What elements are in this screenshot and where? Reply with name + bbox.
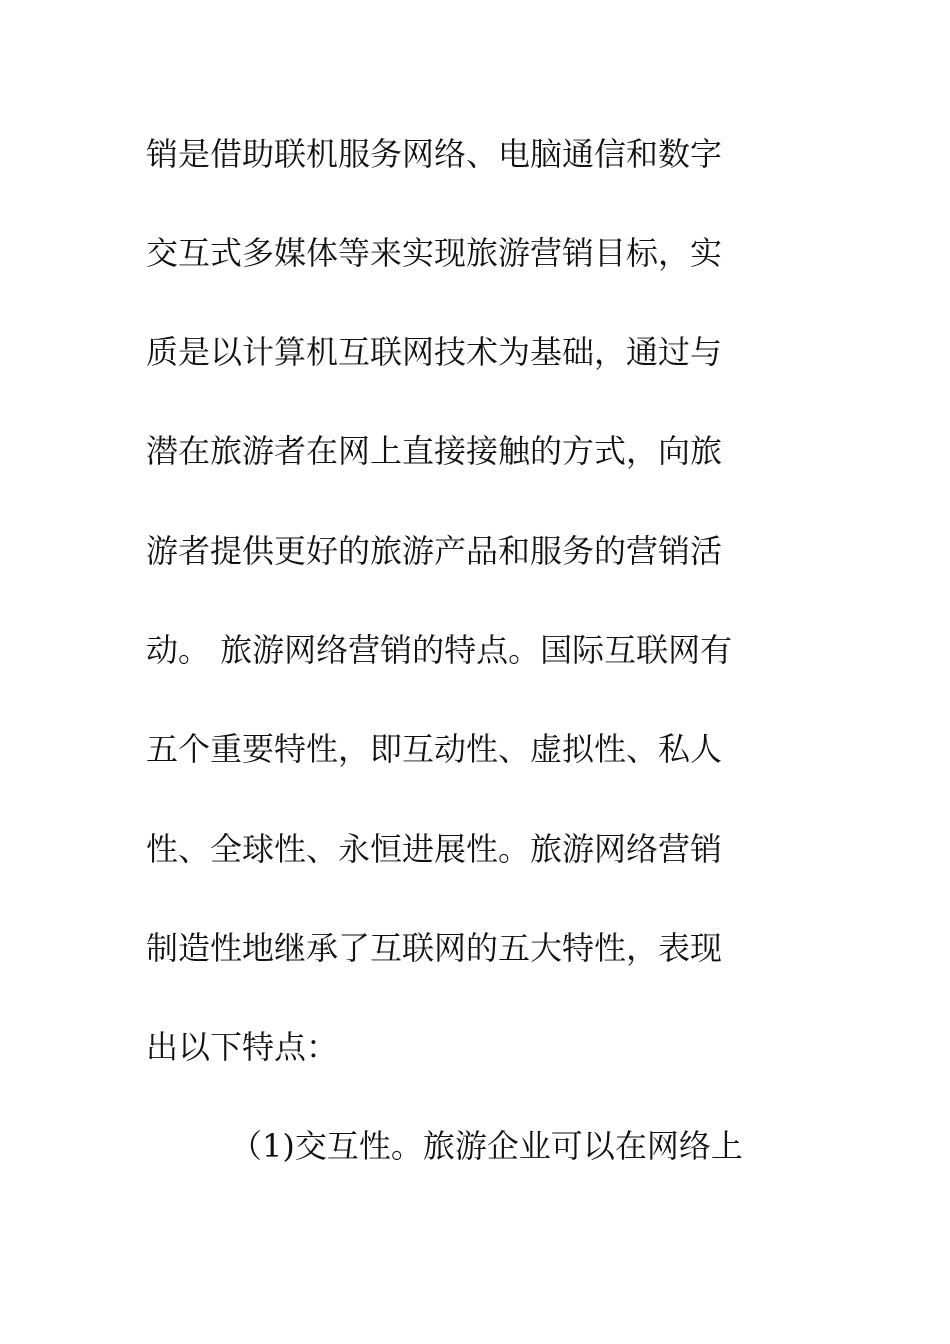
text-line-6: 动。 旅游网络营销的特点。国际互联网有 <box>146 631 733 669</box>
text-line-8: 性、全球性、永恒进展性。旅游网络营销 <box>146 830 723 868</box>
text-line-1: 销是借助联机服务网络、电脑通信和数字 <box>146 135 723 173</box>
text-line-4: 潜在旅游者在网上直接接触的方式，向旅 <box>146 432 723 470</box>
text-line-5: 游者提供更好的旅游产品和服务的营销活 <box>146 532 723 570</box>
text-line-10: 出以下特点： <box>146 1028 339 1066</box>
text-line-7: 五个重要特性，即互动性、虚拟性、私人 <box>146 730 723 768</box>
text-line-11: （1)交互性。旅游企业可以在网络上 <box>230 1127 743 1165</box>
text-line-3: 质是以计算机互联网技术为基础，通过与 <box>146 333 723 371</box>
text-line-9: 制造性地继承了互联网的五大特性，表现 <box>146 929 723 967</box>
text-line-2: 交互式多媒体等来实现旅游营销目标，实 <box>146 234 723 272</box>
